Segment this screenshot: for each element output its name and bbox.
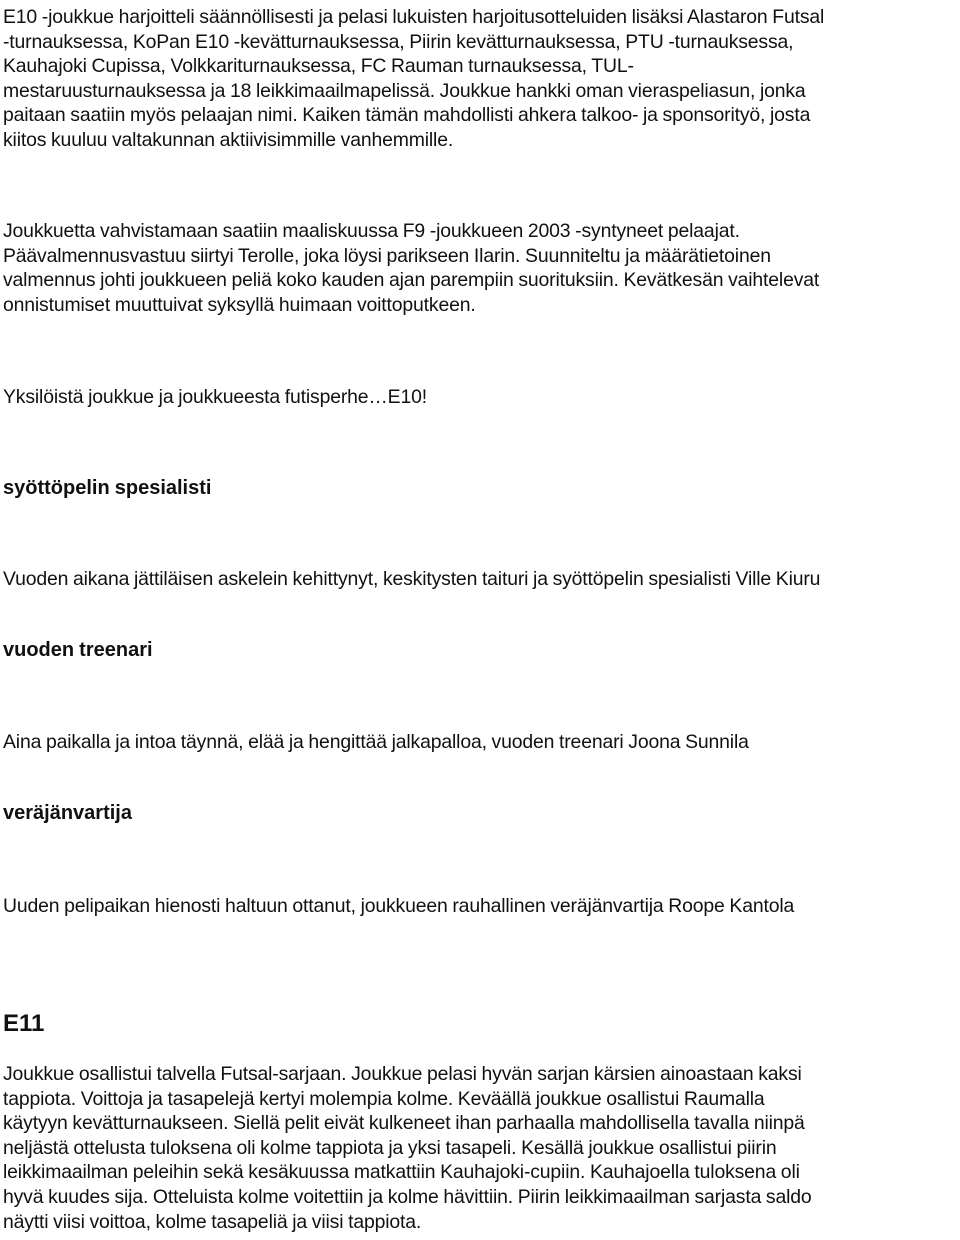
award-heading-goalkeeper: veräjänvartija	[3, 802, 132, 824]
award-text-playmaker: Vuoden aikana jättiläisen askelein kehittynyt, keskitysten taituri ja syöttöpelin spesialisti Ville Kiuru	[3, 568, 821, 590]
text-line: paitaan saatiin myös pelaajan nimi. Kaiken tämän mahdollisti ahkera talkoo- ja sponsorityö, josta	[3, 104, 811, 127]
text-line: näytti viisi voittoa, kolme tasapeliä ja viisi tappiota.	[3, 1210, 422, 1233]
text-line: tappiota. Voittoja ja tasapelejä kertyi molempia kolme. Keväällä joukkue osallistui Raumalla	[3, 1087, 765, 1110]
section-heading-e11: E11	[3, 1010, 45, 1037]
award-heading-playmaker: syöttöpelin spesialisti	[3, 477, 212, 499]
award-heading-trainer: vuoden treenari	[3, 639, 153, 661]
text-line: onnistumiset muuttuivat syksyllä huimaan voittoputkeen.	[3, 293, 476, 316]
award-text-trainer: Aina paikalla ja intoa täynnä, elää ja hengittää jalkapalloa, vuoden treenari Joona Sunnila	[3, 731, 749, 753]
award-text-goalkeeper: Uuden pelipaikan hienosti haltuun ottanut, joukkueen rauhallinen veräjänvartija Roope Kantola	[3, 895, 795, 917]
text-line: E10 -joukkue harjoitteli säännöllisesti ja pelasi lukuisten harjoitusotteluiden lisäksi Alastaron Futsal	[3, 6, 825, 28]
text-line: -turnauksessa, KoPan E10 -kevätturnauksessa, Piirin kevätturnauksessa, PTU -turnauksessa,	[3, 30, 794, 53]
text-line: käytyyn kevätturnaukseen. Siellä pelit eivät kulkeneet ihan parhaalla mahdollisella tavalla niinpä	[3, 1112, 805, 1135]
text-line: valmennus johti joukkueen peliä koko kauden ajan parempiin suorituksiin. Kevätkesän vaihtelevat	[3, 269, 820, 292]
text-line: neljästä ottelusta tuloksena oli kolme tappiota ja yksi tasapeli. Kesällä joukkue osallistui piirin	[3, 1136, 777, 1159]
reinforcement-paragraph	[3, 219, 955, 317]
text-line: hyvä kuudes sija. Otteluista kolme voitettiin ja kolme hävittiin. Piirin leikkimaailman sarjasta saldo	[3, 1185, 812, 1208]
text-line: kiitos kuuluu valtakunnan aktiivisimmille vanhemmille.	[3, 128, 454, 151]
intro-paragraph	[3, 5, 955, 153]
e11-paragraph	[3, 1062, 955, 1234]
text-line: Joukkue osallistui talvella Futsal-sarjaan. Joukkue pelasi hyvän sarjan kärsien ainoastaan kaksi	[3, 1063, 802, 1085]
text-line: mestaruusturnauksessa ja 18 leikkimaailmapelissä. Joukkue hankki oman vieraspeliasun, jonka	[3, 79, 806, 102]
text-line: Kauhajoki Cupissa, Volkkariturnauksessa, FC Rauman turnauksessa, TUL-	[3, 55, 634, 78]
text-line: Päävalmennusvastuu siirtyi Terolle, joka löysi parikseen Ilarin. Suunniteltu ja määrätietoinen	[3, 244, 771, 267]
text-line: Joukkuetta vahvistamaan saatiin maaliskuussa F9 -joukkueen 2003 -syntyneet pelaajat.	[3, 220, 740, 242]
individuals-intro: Yksilöistä joukkue ja joukkueesta futisperhe…E10!	[3, 386, 427, 408]
text-line: leikkimaailman peleihin sekä kesäkuussa matkattiin Kauhajoki-cupiin. Kauhajoella tuloksena oli	[3, 1161, 800, 1184]
